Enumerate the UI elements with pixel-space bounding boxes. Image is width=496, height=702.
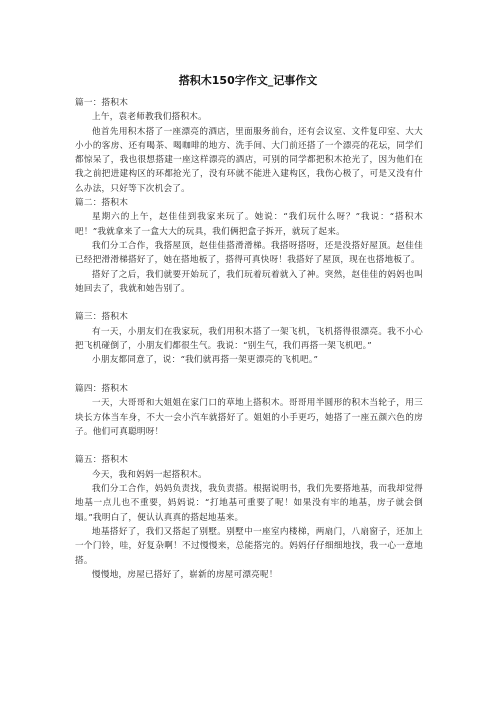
paragraph: 地基搭好了，我们又搭起了别墅。别墅中一座室内楼梯，两扇门，八扇窗子，还加上一个门铃，哇，好复杂啊！不过慢慢来，总能搭完的。妈妈仔仔细细地找，我一心一意地搭。 (75, 526, 423, 566)
section-heading: 篇三：搭积木 (75, 312, 129, 323)
paragraph: 今天，我和妈妈一起搭积木。 (92, 469, 207, 480)
document-body (75, 96, 423, 582)
paragraph: 我们分工合作，妈妈负责找，我负责搭。根据说明书，我们先要搭地基，而我却觉得地基一点儿也不重要，妈妈说：“打地基可重要了呢！如果没有牢的地基，房子就会倒塌。”我明白了，便认认真真的搭起地基来。 (75, 484, 423, 523)
section-spacer (75, 296, 423, 310)
paragraph: 我们分工合作，我搭屋顶，赵佳佳搭滑滑梯。我搭呀搭呀，还是没搭好屋顶。赵佳佳已经把滑滑梯搭好了，她在搭地板了，搭得可真快呀！我搭好了屋顶，现在也搭地板了。 (75, 240, 423, 266)
paragraph: 慢慢地，房屋已搭好了，崭新的房屋可漂亮呢！ (92, 569, 278, 580)
paragraph: 上午，袁老师教我们搭积木。 (92, 112, 207, 123)
section-heading: 篇一：搭积木 (75, 98, 129, 108)
paragraph: 有一天，小朋友们在我家玩，我们用积木搭了一架飞机，飞机搭得很漂亮。我不小心把飞机碰倒了，小朋友们都很生气。我说：“别生气，我们再搭一架飞机吧。” (75, 326, 423, 352)
paragraph: 小朋友都同意了，说：“我们就再搭一架更漂亮的飞机吧。” (92, 355, 319, 366)
section-heading: 篇四：搭积木 (75, 383, 129, 394)
paragraph: 搭好了之后，我们就要开始玩了，我们玩着玩着就入了神。突然，赵佳佳的妈妈也叫她回去了，我就和她告别了。 (75, 269, 423, 294)
section-spacer (75, 368, 423, 382)
paragraph: 一天，大哥哥和大姐姐在家门口的草地上搭积木。哥哥用半圆形的积木当轮子，用三块长方体当车身，不大一会小汽车就搭好了。姐姐的小手更巧，她搭了一座五颜六色的房子。他们可真聪明呀！ (75, 398, 423, 437)
section-heading: 篇二：搭积木 (75, 198, 129, 209)
section-heading: 篇五：搭积木 (75, 455, 129, 466)
section-spacer (75, 439, 423, 453)
paragraph: 星期六的上午，赵佳佳到我家来玩了。她说：“我们玩什么呀？”我说：“搭积木吧！”我就拿来了一盒大大的玩具，我们俩把盒子拆开，就玩了起来。 (75, 212, 423, 237)
paragraph: 他首先用积木搭了一座漂亮的酒店，里面服务前台，还有会议室、文件复印室、大大小小的客房、还有喝茶、喝咖啡的地方、洗手间、大门前还搭了一个漂亮的花坛，同学们都惊呆了，我也很想搭建一座这样漂亮的酒店，可别的同学都把积木抢光了，因为他们在我之前把进建构区的环都抢光了，没有环就不能进入建构区，我伤心极了，可是又没有什么办法，只好等下次机会了。 (75, 126, 423, 194)
document-title: 搭积木150字作文_记事作文 (178, 74, 318, 87)
